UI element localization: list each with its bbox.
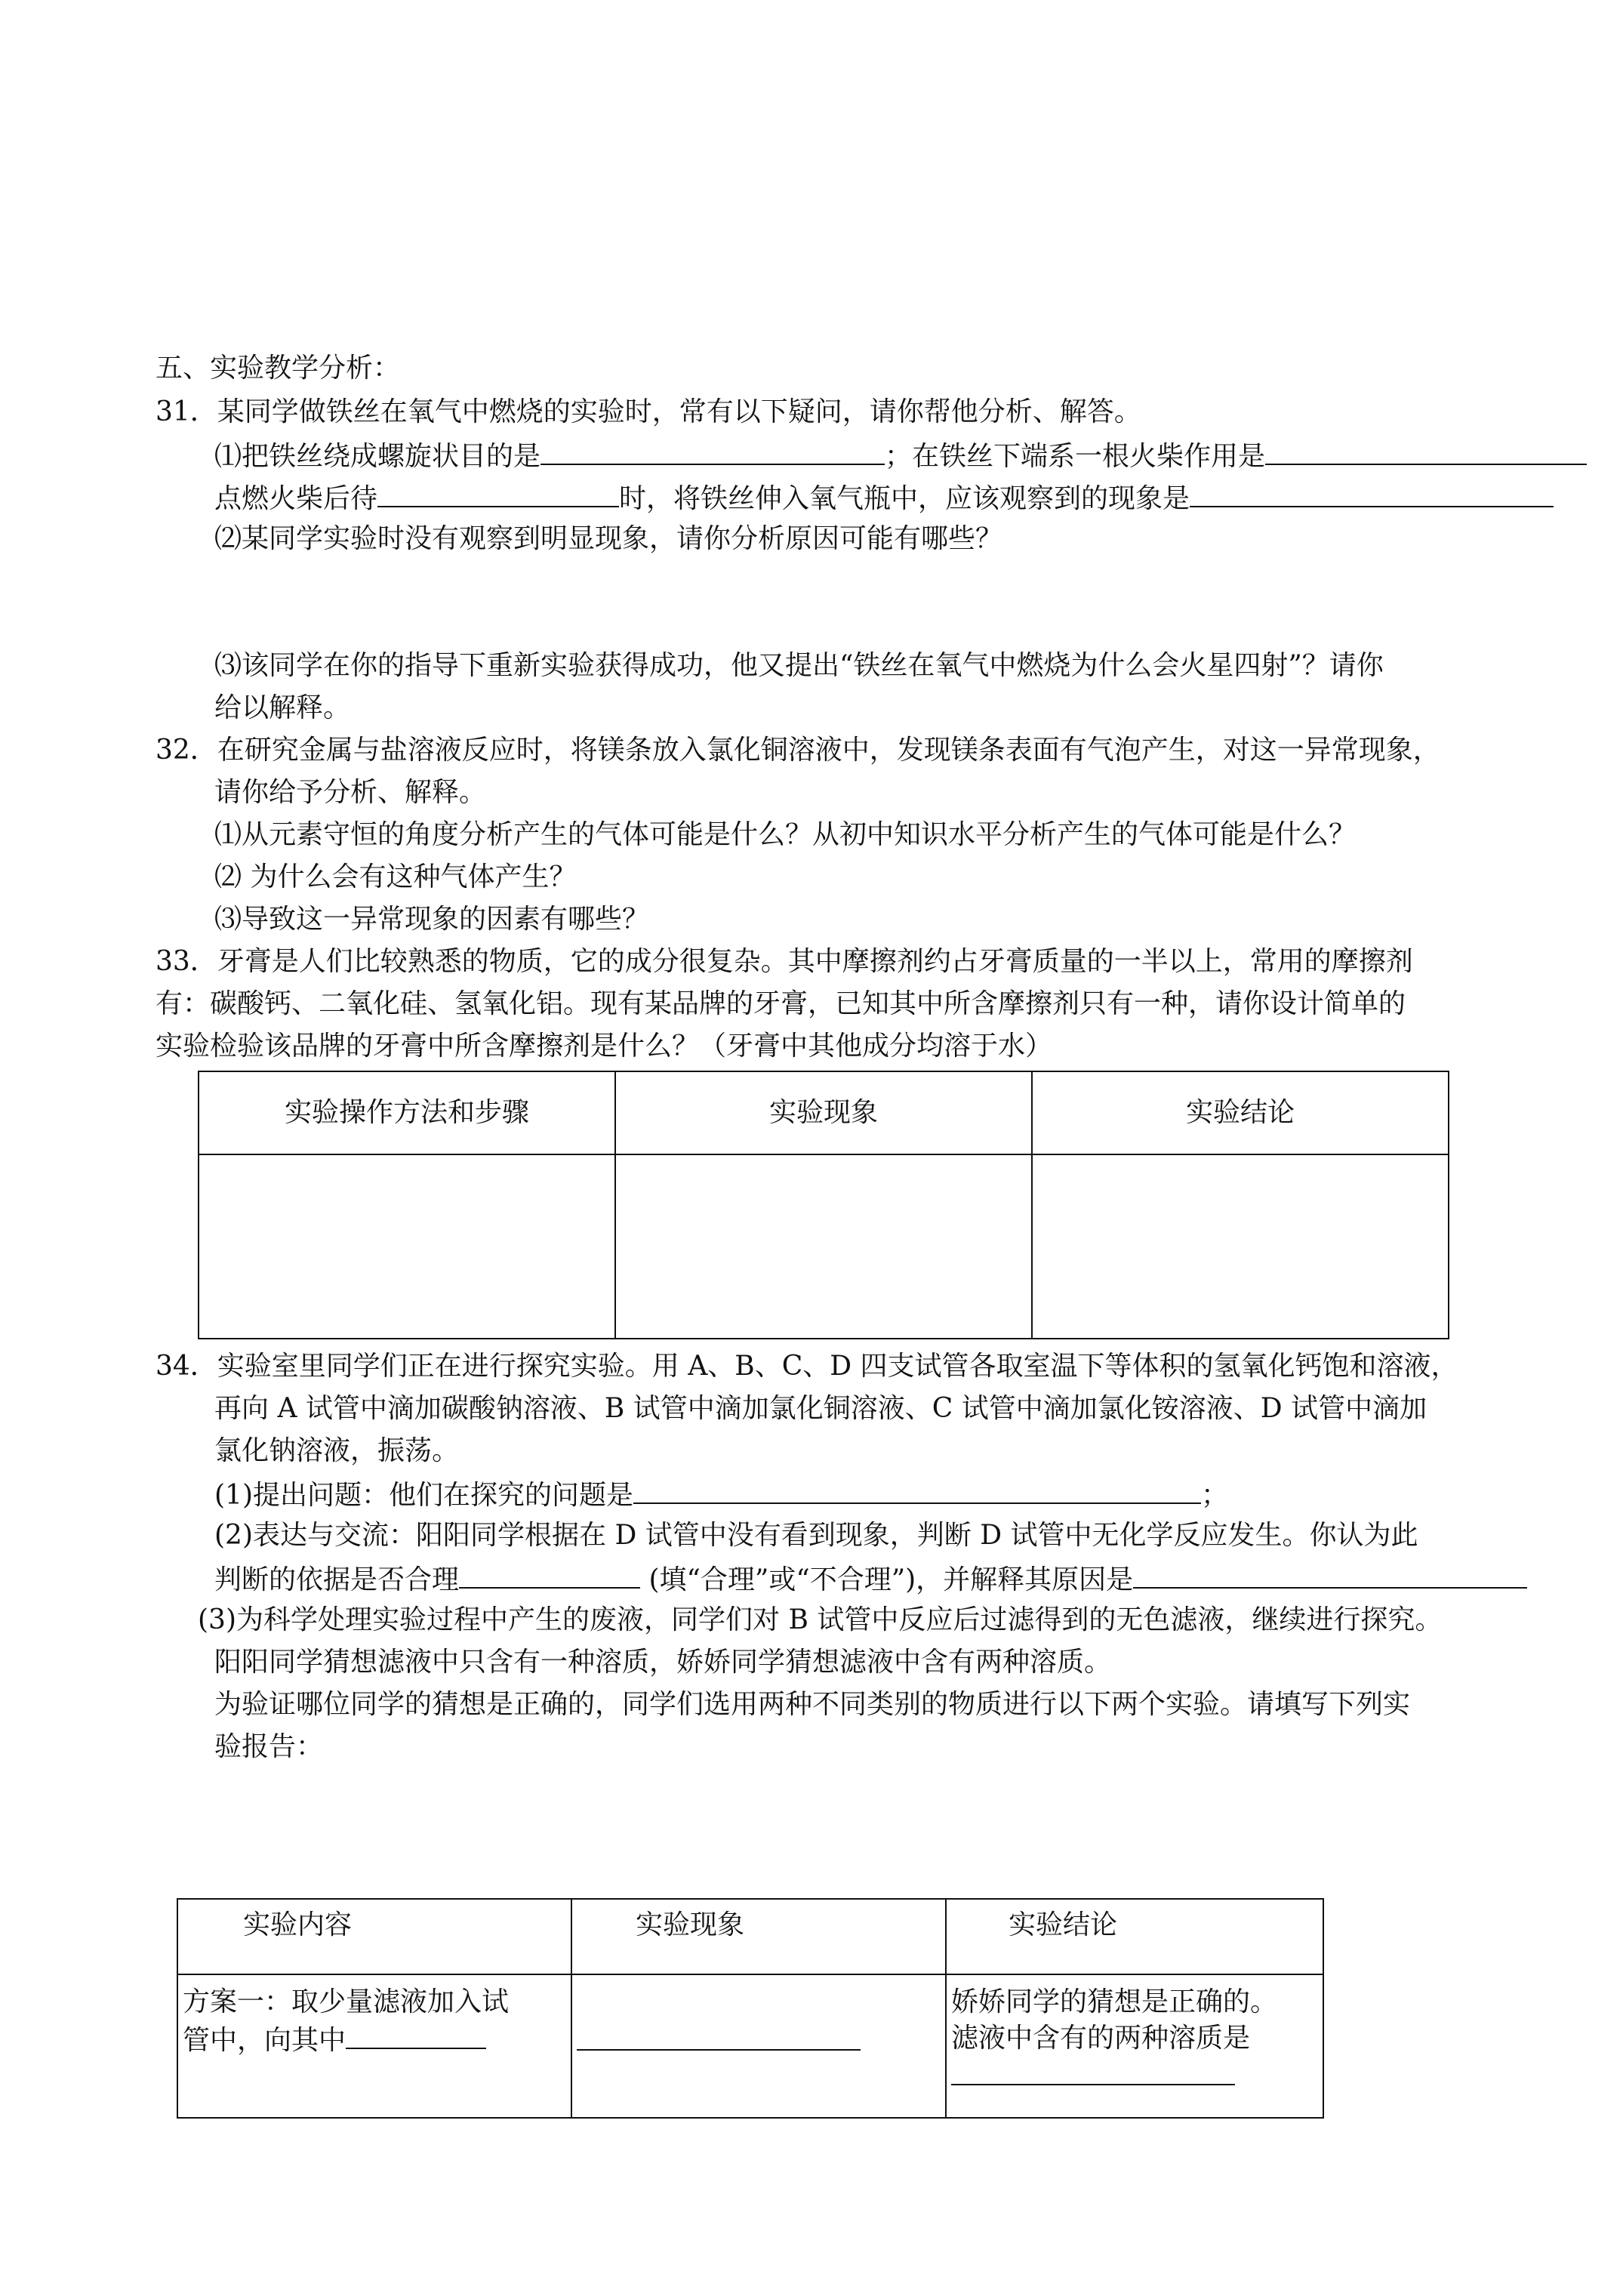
q32-stem-line1: 32．在研究金属与盐溶液反应时，将镁条放入氯化铜溶液中，发现镁条表面有气泡产生，对这一异常现象， [156, 735, 1440, 766]
q34-header-phenomenon: 实验现象 [571, 1899, 946, 1974]
q31-stem: 31．某同学做铁丝在氧气中燃烧的实验时，常有以下疑问，请你帮他分析、解答。 [156, 396, 1141, 427]
q34-plan1-solutes-blank[interactable] [951, 2057, 1235, 2085]
q32-part1: ⑴从元素守恒的角度分析产生的气体可能是什么？从初中知识水平分析产生的气体可能是什么？ [214, 819, 1357, 850]
q34-part3-line3: 为验证哪位同学的猜想是正确的，同学们选用两种不同类别的物质进行以下两个实验。请填写下列实 [214, 1689, 1411, 1720]
q34-table-header-row [177, 1899, 1323, 1974]
q34-header-content: 实验内容 [177, 1899, 571, 1974]
q31-part1-text-c: 点燃火柴后待 [214, 483, 378, 514]
q33-header-conclusion: 实验结论 [1032, 1071, 1449, 1154]
q34-plan1-content-cell [177, 1974, 571, 2118]
q32-part3: ⑶导致这一异常现象的因素有哪些？ [214, 904, 650, 935]
q34-part2-line1: (2)表达与交流：阳阳同学根据在 D 试管中没有看到现象，判断 D 试管中无化学反应发生。你认为此 [214, 1520, 1418, 1551]
q34-part3-line1: (3)为科学处理实验过程中产生的废液，同学们对 B 试管中反应后过滤得到的无色滤液，继续进行探究。 [198, 1604, 1443, 1635]
q32-part2: ⑵ 为什么会有这种气体产生？ [214, 861, 577, 892]
q31-part1-line1 [214, 436, 1587, 475]
q33-table-answer-row [199, 1154, 1449, 1339]
section-title: 五、实验教学分析： [156, 353, 401, 384]
q31-part1-text-a: ⑴把铁丝绕成螺旋状目的是 [214, 441, 541, 472]
q34-plan1-conclusion-cell [946, 1974, 1323, 2118]
q33-experiment-table [198, 1071, 1449, 1339]
q34-plan1-content-text: 管中，向其中 [183, 2025, 346, 2056]
q32-stem-line2: 请你给予分析、解释。 [214, 777, 487, 808]
q34-part1 [214, 1475, 1228, 1514]
q34-part3-line2: 阳阳同学猜想滤液中只含有一种溶质，娇娇同学猜想滤液中含有两种溶质。 [214, 1647, 1112, 1678]
q31-phenomenon-blank[interactable] [1190, 479, 1554, 507]
q34-question-blank[interactable] [633, 1475, 1201, 1504]
q34-part2-text-b: (填“合理”或“不合理”)，并解释其原因是 [640, 1564, 1134, 1595]
q33-phenomenon-answer-cell[interactable] [615, 1154, 1032, 1339]
q34-stem-line2: 再向 A 试管中滴加碳酸钠溶液、B 试管中滴加氯化铜溶液、C 试管中滴加氯化铵溶液、D 试管中滴加 [214, 1393, 1427, 1424]
q34-stem-line3: 氯化钠溶液，振荡。 [214, 1435, 460, 1466]
q31-spiral-purpose-blank[interactable] [540, 436, 885, 465]
q34-header-conclusion: 实验结论 [946, 1899, 1323, 1974]
q34-plan1-content-line1: 方案一：取少量滤液加入试 [183, 1986, 510, 2017]
q33-stem-line3: 实验检验该品牌的牙膏中所含摩擦剂是什么？（牙膏中其他成分均溶于水） [156, 1031, 1053, 1062]
q31-part1-line2 [214, 479, 1554, 517]
q34-part1-end: ； [1201, 1480, 1229, 1511]
q34-part2-text-a: 判断的依据是否合理 [214, 1564, 460, 1595]
q34-plan1-reagent-blank[interactable] [346, 2020, 486, 2049]
q33-stem-line2: 有：碳酸钙、二氧化硅、氢氧化铝。现有某品牌的牙膏，已知其中所含摩擦剂只有一种，请你设计简单的 [156, 988, 1406, 1019]
q34-table-row-plan1 [177, 1974, 1323, 2118]
q34-plan1-phenomenon-cell [571, 1974, 946, 2118]
q33-header-phenomenon: 实验现象 [615, 1071, 1032, 1154]
q34-reasonable-blank[interactable] [459, 1560, 640, 1589]
q34-plan1-conclusion-line2: 滤液中含有的两种溶质是 [951, 2023, 1251, 2054]
q31-part2: ⑵某同学实验时没有观察到明显现象，请你分析原因可能有哪些？ [214, 523, 1003, 554]
q31-match-purpose-blank[interactable] [1265, 436, 1587, 465]
q34-reason-blank[interactable] [1133, 1560, 1527, 1589]
q31-part3-line2: 给以解释。 [214, 692, 351, 723]
q33-conclusion-answer-cell[interactable] [1032, 1154, 1449, 1339]
q34-part1-text: (1)提出问题：他们在探究的问题是 [214, 1480, 633, 1511]
q34-plan1-conclusion-line1: 娇娇同学的猜想是正确的。 [951, 1986, 1278, 2017]
q31-part1-text-b: ；在铁丝下端系一根火柴作用是 [885, 441, 1266, 472]
q34-report-table [177, 1898, 1324, 2119]
q33-steps-answer-cell[interactable] [199, 1154, 615, 1339]
q34-part3-line4: 验报告： [214, 1731, 324, 1762]
q31-part3-line1: ⑶该同学在你的指导下重新实验获得成功，他又提出“铁丝在氧气中燃烧为什么会火星四射”？请你 [214, 650, 1384, 681]
q31-wait-until-blank[interactable] [377, 479, 619, 507]
q34-plan1-phenomenon-blank[interactable] [577, 2022, 861, 2051]
q33-table-header-row [199, 1071, 1449, 1154]
q34-plan1-content-line2 [183, 2020, 568, 2059]
q34-part2-line2 [214, 1560, 1527, 1598]
q34-stem-line1: 34．实验室里同学们正在进行探究实验。用 A、B、C、D 四支试管各取室温下等体积的氢氧化钙饱和溶液， [156, 1351, 1458, 1382]
q33-header-steps: 实验操作方法和步骤 [199, 1071, 615, 1154]
q31-part1-text-d: 时，将铁丝伸入氧气瓶中，应该观察到的现象是 [619, 483, 1190, 514]
q33-stem-line1: 33．牙膏是人们比较熟悉的物质，它的成分很复杂。其中摩擦剂约占牙膏质量的一半以上，常用的摩擦剂 [156, 946, 1413, 977]
